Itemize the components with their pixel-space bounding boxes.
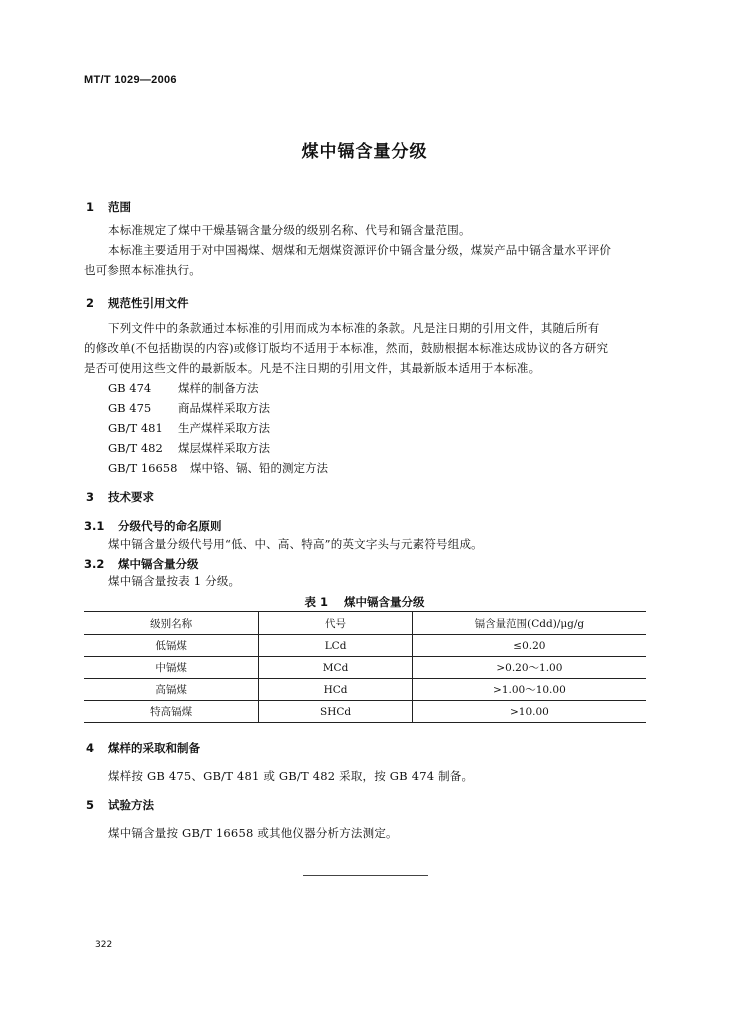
reference-title: 煤样的制备方法 xyxy=(178,381,259,395)
paragraph: 下列文件中的条款通过本标准的引用而成为本标准的条款。凡是注日期的引用文件，其随后所有 xyxy=(108,321,600,335)
paragraph: 煤中镉含量按 GB/T 16658 或其他仪器分析方法测定。 xyxy=(108,826,398,840)
reference-code: GB 474 xyxy=(108,381,152,395)
reference-code: GB/T 481 xyxy=(108,421,163,435)
cadmium-grade-table xyxy=(84,611,646,723)
section-title: 煤样的采取和制备 xyxy=(108,741,200,755)
subsection-number: 3.2 xyxy=(84,557,105,571)
paragraph: 本标准规定了煤中干燥基镉含量分级的级别名称、代号和镉含量范围。 xyxy=(108,223,471,237)
table-title: 煤中镉含量分级 xyxy=(344,595,425,609)
section-title: 范围 xyxy=(108,200,131,214)
document-title: 煤中镉含量分级 xyxy=(301,142,428,162)
section-2-heading xyxy=(86,295,189,311)
section-number: 4 xyxy=(86,741,95,755)
paragraph: 本标准主要适用于对中国褐煤、烟煤和无烟煤资源评价中镉含量分级，煤炭产品中镉含量水平评价 xyxy=(108,243,612,257)
section-3-heading xyxy=(86,489,154,505)
cell-grade-name: 低镉煤 xyxy=(84,635,259,657)
header-grade-name: 级别名称 xyxy=(84,612,259,635)
section-title: 技术要求 xyxy=(108,490,154,504)
section-5-heading xyxy=(86,797,154,813)
header-code: 代号 xyxy=(259,612,412,635)
reference-item xyxy=(108,400,270,416)
standard-code: MT/T 1029—2006 xyxy=(84,74,177,86)
table-caption xyxy=(0,594,729,610)
section-number: 1 xyxy=(86,200,95,214)
paragraph-continuation: 的修改单(不包括勘误的内容)或修订版均不适用于本标准，然而，鼓励根据本标准达成协议的各方研究 xyxy=(84,341,609,355)
reference-item xyxy=(108,440,270,456)
cell-grade-name: 中镉煤 xyxy=(84,657,259,679)
subsection-number: 3.1 xyxy=(84,519,105,533)
section-title: 试验方法 xyxy=(108,798,154,812)
reference-title: 商品煤样采取方法 xyxy=(178,401,270,415)
cell-code: HCd xyxy=(259,679,412,701)
cell-grade-name: 高镉煤 xyxy=(84,679,259,701)
subsection-3-2-heading xyxy=(84,556,199,572)
reference-code: GB/T 482 xyxy=(108,441,163,455)
reference-title: 煤层煤样采取方法 xyxy=(178,441,270,455)
cell-range: >10.00 xyxy=(412,701,646,723)
table-row xyxy=(84,679,646,701)
reference-code: GB 475 xyxy=(108,401,152,415)
reference-code: GB/T 16658 xyxy=(108,461,178,475)
paragraph-continuation: 是否可使用这些文件的最新版本。凡是不注日期的引用文件，其最新版本适用于本标准。 xyxy=(84,361,541,375)
subsection-title: 分级代号的命名原则 xyxy=(118,519,222,533)
cell-code: SHCd xyxy=(259,701,412,723)
paragraph: 煤中镉含量按表 1 分级。 xyxy=(108,574,241,588)
section-number: 3 xyxy=(86,490,95,504)
cell-range: >1.00～10.00 xyxy=(412,679,646,701)
table-row xyxy=(84,635,646,657)
reference-title: 煤中铬、镉、铅的测定方法 xyxy=(190,461,328,475)
reference-title: 生产煤样采取方法 xyxy=(178,421,270,435)
header-range: 镉含量范围(Cdd)/μg/g xyxy=(412,612,646,635)
table-number: 表 1 xyxy=(304,595,328,609)
section-title: 规范性引用文件 xyxy=(108,296,189,310)
table-header-row xyxy=(84,612,646,635)
cell-range: >0.20～1.00 xyxy=(412,657,646,679)
paragraph: 煤中镉含量分级代号用“低、中、高、特高”的英文字头与元素符号组成。 xyxy=(108,537,483,551)
paragraph-continuation: 也可参照本标准执行。 xyxy=(84,263,201,277)
reference-item xyxy=(108,460,328,476)
table-row xyxy=(84,701,646,723)
reference-item xyxy=(108,420,270,436)
cell-code: MCd xyxy=(259,657,412,679)
cell-range: ≤0.20 xyxy=(412,635,646,657)
section-number: 2 xyxy=(86,296,95,310)
section-number: 5 xyxy=(86,798,95,812)
end-of-document-rule xyxy=(303,875,428,876)
table-row xyxy=(84,657,646,679)
page-number: 322 xyxy=(95,940,113,950)
cell-code: LCd xyxy=(259,635,412,657)
section-4-heading xyxy=(86,740,200,756)
subsection-title: 煤中镉含量分级 xyxy=(118,557,199,571)
paragraph: 煤样按 GB 475、GB/T 481 或 GB/T 482 采取，按 GB 474 制备。 xyxy=(108,769,474,783)
cell-grade-name: 特高镉煤 xyxy=(84,701,259,723)
reference-item xyxy=(108,380,259,396)
section-1-heading xyxy=(86,199,131,215)
subsection-3-1-heading xyxy=(84,518,222,534)
